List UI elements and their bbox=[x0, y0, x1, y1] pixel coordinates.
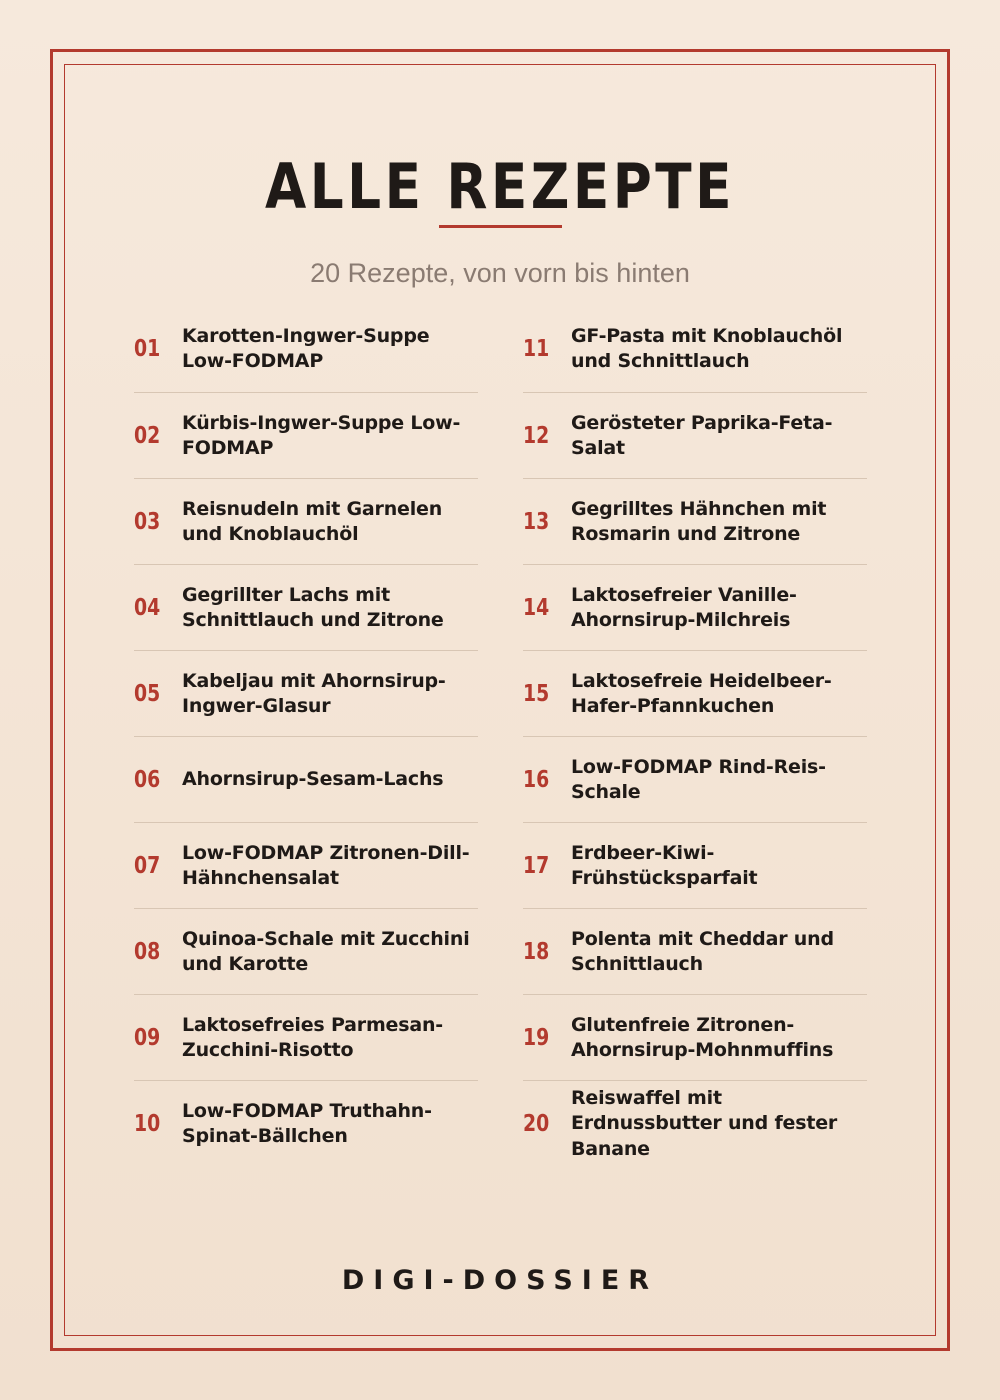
recipe-item[interactable] bbox=[134, 392, 478, 479]
recipe-number: 13 bbox=[523, 509, 550, 535]
recipe-item[interactable] bbox=[523, 392, 867, 479]
recipe-item[interactable] bbox=[523, 306, 867, 392]
recipe-item[interactable] bbox=[134, 736, 478, 823]
recipe-number: 05 bbox=[134, 681, 161, 707]
recipe-name: Low-FODMAP Zitronen-Dill-Hähnchensalat bbox=[182, 841, 470, 889]
recipe-item[interactable] bbox=[523, 908, 867, 995]
recipe-item[interactable] bbox=[523, 478, 867, 565]
recipe-number: 03 bbox=[134, 509, 161, 535]
recipe-number: 02 bbox=[134, 423, 161, 449]
recipe-number: 20 bbox=[523, 1111, 550, 1137]
recipe-item[interactable] bbox=[134, 564, 478, 651]
recipe-number: 18 bbox=[523, 939, 550, 965]
recipe-number: 15 bbox=[523, 681, 550, 707]
recipe-item[interactable] bbox=[134, 908, 478, 995]
recipe-name: Polenta mit Cheddar und Schnittlauch bbox=[571, 927, 834, 975]
recipe-name: Gegrillter Lachs mit Schnittlauch und Zitrone bbox=[182, 583, 444, 631]
recipe-number: 16 bbox=[523, 767, 550, 793]
recipe-item[interactable] bbox=[134, 478, 478, 565]
recipe-number: 14 bbox=[523, 595, 550, 621]
recipe-number: 12 bbox=[523, 423, 550, 449]
recipe-item[interactable] bbox=[523, 650, 867, 737]
recipe-number: 08 bbox=[134, 939, 161, 965]
page-title: ALLE REZEPTE bbox=[265, 150, 735, 223]
recipe-item[interactable] bbox=[134, 306, 478, 392]
recipe-item[interactable] bbox=[134, 994, 478, 1081]
brand-footer: DIGI-DOSSIER bbox=[341, 1265, 659, 1296]
recipe-name: Laktosefreier Vanille-Ahornsirup-Milchreis bbox=[571, 583, 797, 631]
recipe-item[interactable] bbox=[523, 994, 867, 1081]
title-underline bbox=[439, 225, 562, 228]
recipe-name: Ahornsirup-Sesam-Lachs bbox=[182, 768, 444, 791]
recipe-item[interactable] bbox=[523, 736, 867, 823]
recipe-number: 17 bbox=[523, 853, 550, 879]
page-subtitle: 20 Rezepte, von vorn bis hinten bbox=[310, 258, 690, 288]
recipe-number: 01 bbox=[134, 336, 161, 362]
recipe-name: Laktosefreie Heidelbeer-Hafer-Pfannkuchen bbox=[571, 669, 832, 717]
recipe-item[interactable] bbox=[523, 1080, 867, 1167]
recipe-item[interactable] bbox=[134, 822, 478, 909]
recipe-number: 04 bbox=[134, 595, 161, 621]
recipe-name: Kabeljau mit Ahornsirup-Ingwer-Glasur bbox=[182, 669, 446, 717]
recipe-name: Gegrilltes Hähnchen mit Rosmarin und Zitrone bbox=[571, 497, 827, 545]
recipe-item[interactable] bbox=[134, 650, 478, 737]
recipe-name: Reiswaffel mit Erdnussbutter und fester Banane bbox=[571, 1086, 838, 1160]
recipe-name: Low-FODMAP Truthahn-Spinat-Bällchen bbox=[182, 1099, 432, 1147]
recipe-number: 10 bbox=[134, 1111, 161, 1137]
recipe-name: Low-FODMAP Rind-Reis-Schale bbox=[571, 755, 826, 803]
recipe-name: Gerösteter Paprika-Feta-Salat bbox=[571, 411, 833, 459]
recipe-name: GF-Pasta mit Knoblauchöl und Schnittlauch bbox=[571, 324, 843, 372]
recipe-name: Reisnudeln mit Garnelen und Knoblauchöl bbox=[182, 497, 443, 545]
recipe-item[interactable] bbox=[134, 1080, 478, 1167]
recipe-number: 09 bbox=[134, 1025, 161, 1051]
recipe-number: 19 bbox=[523, 1025, 550, 1051]
recipe-name: Karotten-Ingwer-Suppe Low-FODMAP bbox=[182, 324, 430, 372]
recipe-number: 06 bbox=[134, 767, 161, 793]
recipe-number: 11 bbox=[523, 336, 550, 362]
recipe-item[interactable] bbox=[523, 822, 867, 909]
recipe-number: 07 bbox=[134, 853, 161, 879]
recipe-name: Glutenfreie Zitronen-Ahornsirup-Mohnmuffins bbox=[571, 1013, 834, 1061]
recipe-item[interactable] bbox=[523, 564, 867, 651]
recipe-name: Erdbeer-Kiwi-Frühstücksparfait bbox=[571, 841, 758, 889]
recipe-name: Kürbis-Ingwer-Suppe Low-FODMAP bbox=[182, 411, 461, 459]
recipe-name: Quinoa-Schale mit Zucchini und Karotte bbox=[182, 927, 470, 975]
recipe-name: Laktosefreies Parmesan-Zucchini-Risotto bbox=[182, 1013, 443, 1061]
